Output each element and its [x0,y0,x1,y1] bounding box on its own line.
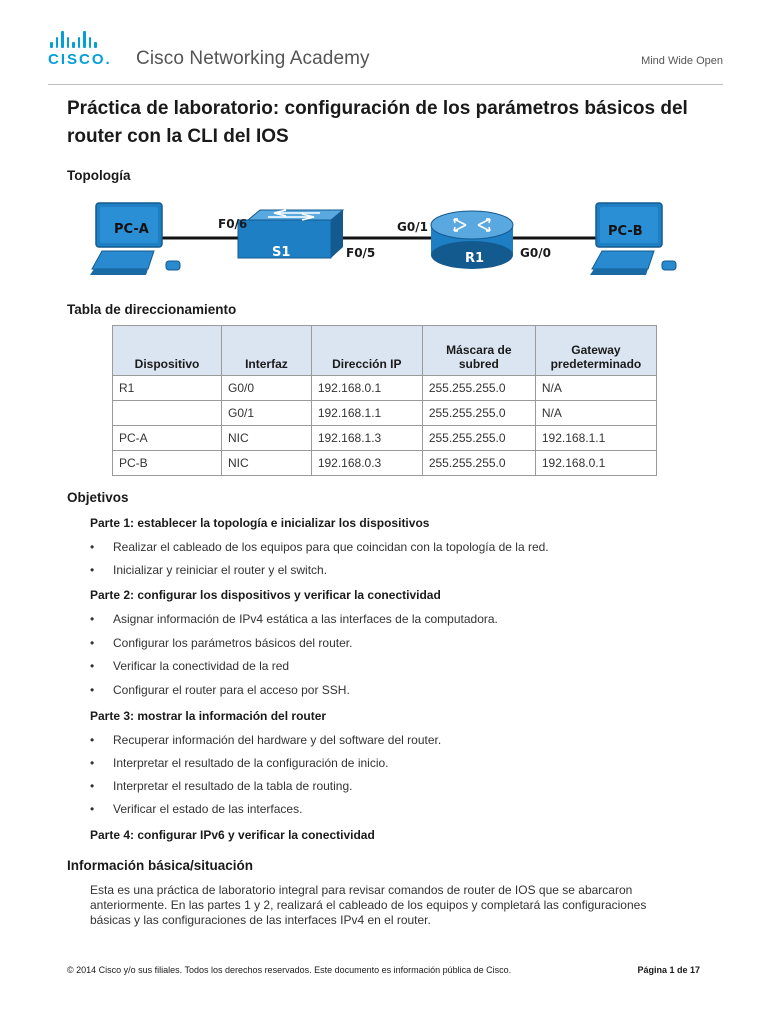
label-r1: R1 [465,251,485,266]
bullet-glyph: • [90,802,95,816]
label-pc-b: PC-B [608,224,643,239]
cell: NIC [222,426,312,451]
header-divider [48,84,723,85]
page-number: Página 1 de 17 [637,965,700,975]
part-2-heading: Parte 2: configurar los dispositivos y verificar la conectividad [90,588,441,602]
list-item [90,802,302,816]
label-if-f06: F0/6 [218,217,248,231]
cell: 192.168.1.1 [311,401,422,426]
list-item [90,779,352,793]
cell: PC-A [113,426,222,451]
cell: N/A [535,401,656,426]
list-item-text: Recuperar información del hardware y del software del router. [113,733,442,747]
bullet-glyph: • [90,733,95,747]
objectives-heading: Objetivos [67,490,129,505]
list-item [90,659,289,673]
table-row [113,401,657,426]
cell: PC-B [113,451,222,476]
table-row [113,376,657,401]
list-item [90,540,549,554]
bullet-glyph: • [90,636,95,650]
addressing-table [112,325,657,476]
cell: G0/1 [222,401,312,426]
list-item-text: Interpretar el resultado de la tabla de routing. [113,779,353,793]
bullet-glyph: • [90,683,95,697]
list-item [90,756,389,770]
page-title: Práctica de laboratorio: configuración de los parámetros básicos del router con la CLI del IOS [67,98,688,147]
part-3-heading: Parte 3: mostrar la información del router [90,709,327,723]
bullet-glyph: • [90,659,95,673]
cell: 192.168.0.3 [311,451,422,476]
table-header-row [113,326,657,376]
cell: 192.168.0.1 [535,451,656,476]
bullet-glyph: • [90,563,95,577]
list-item [90,612,498,626]
label-if-g00: G0/0 [520,246,551,260]
background-heading: Información básica/situación [67,858,254,873]
list-item-text: Realizar el cableado de los equipos para que coincidan con la topología de la red. [113,540,549,554]
cell: 255.255.255.0 [422,426,535,451]
cell [113,401,222,426]
cisco-logo [48,30,112,68]
switch-s1-icon [238,210,343,258]
part-4-heading: Parte 4: configurar IPv6 y verificar la conectividad [90,828,375,842]
addressing-heading: Tabla de direccionamiento [67,302,237,317]
bullet-glyph: • [90,756,95,770]
cell: R1 [113,376,222,401]
list-item-text: Asignar información de IPv4 estática a las interfaces de la computadora. [113,612,498,626]
cell: 255.255.255.0 [422,401,535,426]
page-header [0,0,768,90]
col-interfaz: Interfaz [222,326,312,376]
col-ip: Dirección IP [311,326,422,376]
list-item-text: Configurar los parámetros básicos del router. [113,636,353,650]
background-paragraph: Esta es una práctica de laboratorio integral para revisar comandos de router de IOS que se abarcaron anteriormente. En las partes 1 y 2, realizará el cableado de los equipos y completará las configuraciones básicas y las configuraciones de las interfaces IPv4 en el router. [90,883,647,927]
cell: 255.255.255.0 [422,451,535,476]
cell: N/A [535,376,656,401]
list-item [90,733,441,747]
table-row [113,426,657,451]
copyright-text: © 2014 Cisco y/o sus filiales. Todos los derechos reservados. Este documento es información pública de Cisco. [67,965,512,975]
table-row [113,451,657,476]
list-item-text: Configurar el router para el acceso por SSH. [113,683,350,697]
cell: G0/0 [222,376,312,401]
academy-name: Cisco Networking Academy [136,48,370,69]
bullet-glyph: • [90,540,95,554]
label-pc-a: PC-A [114,222,149,237]
label-s1: S1 [272,245,291,260]
bullet-glyph: • [90,612,95,626]
list-item-text: Interpretar el resultado de la configuración de inicio. [113,756,389,770]
part-1-heading: Parte 1: establecer la topología e inicializar los dispositivos [90,516,430,530]
cell: 192.168.1.1 [535,426,656,451]
topology-diagram [88,195,688,285]
cell: 255.255.255.0 [422,376,535,401]
cell: 192.168.1.3 [311,426,422,451]
cisco-wordmark: CISCO. [48,51,112,68]
list-item-text: Inicializar y reiniciar el router y el switch. [113,563,328,577]
tagline: Mind Wide Open [641,55,723,67]
label-if-g01: G0/1 [397,220,428,234]
cell: 192.168.0.1 [311,376,422,401]
pc-b-icon [590,203,676,275]
list-item-text: Verificar el estado de las interfaces. [113,802,303,816]
col-mascara: Máscara de subred [422,326,535,376]
col-dispositivo: Dispositivo [113,326,222,376]
list-item-text: Verificar la conectividad de la red [113,659,290,673]
list-item [90,683,350,697]
list-item [90,636,352,650]
col-gateway: Gateway predeterminado [535,326,656,376]
cisco-bridge-icon [50,30,112,48]
topology-heading: Topología [67,168,131,183]
cell: NIC [222,451,312,476]
bullet-glyph: • [90,779,95,793]
page-footer [67,965,700,975]
list-item [90,563,327,577]
topology-svg [88,195,688,285]
label-if-f05: F0/5 [346,246,376,260]
